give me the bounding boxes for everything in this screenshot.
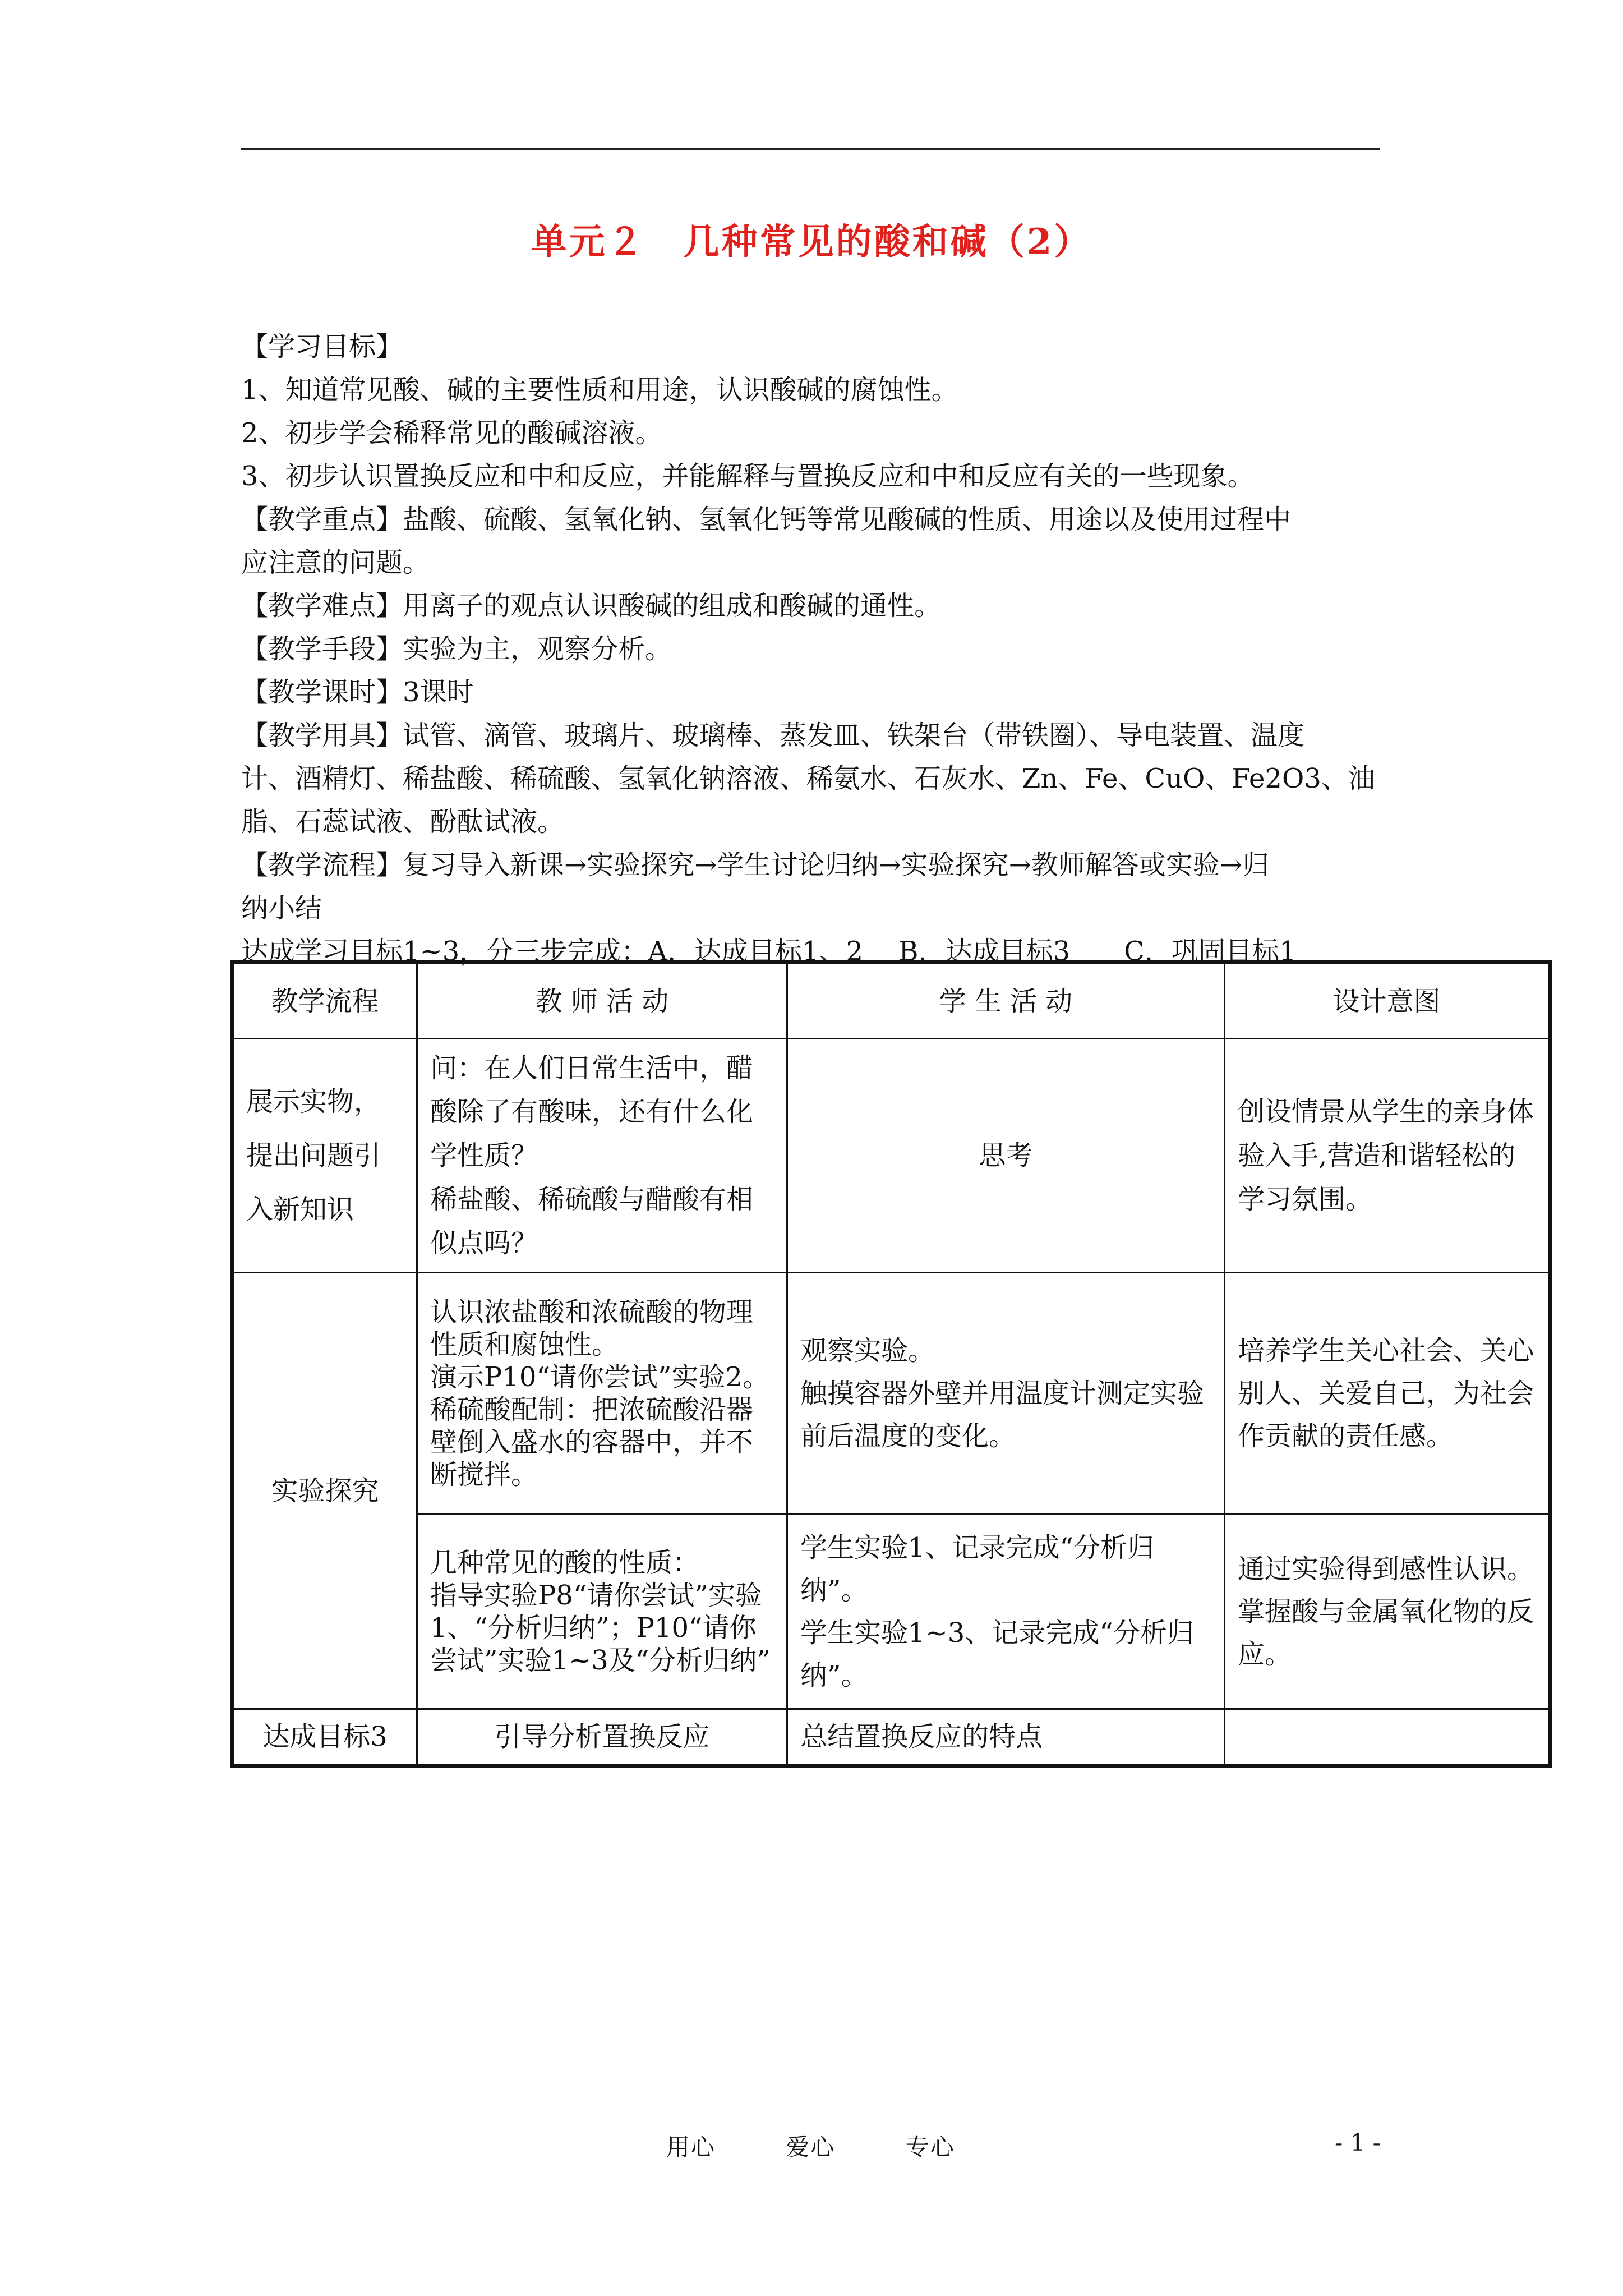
header-intent: 设计意图 (1225, 963, 1550, 1039)
tools-line-2: 计、酒精灯、稀盐酸、稀硫酸、氢氧化钠溶液、稀氨水、石灰水、Zn、Fe、CuO、Fe2O3、油 (241, 763, 1375, 794)
row3-teacher: 几种常见的酸的性质： 指导实验P8“请你尝试”实验1、“分析归纳”；P10“请你尝试”实验1~3及“分析归纳” (417, 1514, 787, 1709)
process-line-2: 纳小结 (241, 892, 322, 924)
row4-intent (1225, 1709, 1550, 1766)
row2-flow: 实验探究 (232, 1273, 417, 1709)
table-row (232, 1273, 1550, 1514)
page-title: 单元２ 几种常见的酸和碱（2） (531, 221, 1092, 263)
row4-flow: 达成目标3 (232, 1709, 417, 1766)
body-text (241, 325, 1385, 973)
header-rule (241, 148, 1380, 150)
tools-line: 【教学用具】试管、滴管、玻璃片、玻璃棒、蒸发皿、铁架台（带铁圈）、导电装置、温度 (241, 720, 1305, 751)
header-teacher: 教 师 活 动 (417, 963, 787, 1039)
key-points-line: 【教学重点】盐酸、硫酸、氢氧化钠、氢氧化钙等常见酸碱的性质、用途以及使用过程中 (241, 504, 1292, 535)
page-number: - 1 - (1335, 2129, 1381, 2156)
section-heading-goals: 【学习目标】 (241, 331, 403, 362)
methods-line: 【教学手段】实验为主，观察分析。 (241, 633, 672, 665)
difficulties-line: 【教学难点】用离子的观点认识酸碱的组成和酸碱的通性。 (241, 590, 942, 622)
goal-1: 1、知道常见酸、碱的主要性质和用途，认识酸碱的腐蚀性。 (241, 374, 958, 406)
goal-2: 2、初步学会稀释常见的酸碱溶液。 (241, 417, 662, 449)
row1-teacher: 问：在人们日常生活中，醋酸除了有酸味，还有什么化学性质？ 稀盐酸、稀硫酸与醋酸有相似点吗？ (417, 1039, 787, 1273)
table-header-row (232, 963, 1550, 1039)
tools-line-3: 脂、石蕊试液、酚酞试液。 (241, 806, 565, 838)
row1-student: 思考 (787, 1039, 1225, 1273)
row2-student: 观察实验。 触摸容器外壁并用温度计测定实验前后温度的变化。 (787, 1273, 1225, 1514)
header-flow: 教学流程 (232, 963, 417, 1039)
goal-3: 3、初步认识置换反应和中和反应，并能解释与置换反应和中和反应有关的一些现象。 (241, 461, 1255, 492)
table-row (232, 1514, 1550, 1709)
hours-line: 【教学课时】3课时 (241, 677, 474, 708)
process-line: 【教学流程】复习导入新课→实验探究→学生讨论归纳→实验探究→教师解答或实验→归 (241, 849, 1270, 881)
footer-motto (666, 2129, 1017, 2162)
table-row (232, 1709, 1550, 1766)
table-row (232, 1039, 1550, 1273)
row1-intent: 创设情景从学生的亲身体验入手,营造和谐轻松的学习氛围。 (1225, 1039, 1550, 1273)
row1-flow: 展示实物，提出问题引入新知识 (232, 1039, 417, 1273)
row3-student: 学生实验1、记录完成“分析归纳”。 学生实验1~3、记录完成“分析归纳”。 (787, 1514, 1225, 1709)
footer-word: 爱心 (786, 2133, 836, 2161)
lesson-table-wrap (230, 960, 1549, 1768)
row4-teacher: 引导分析置换反应 (417, 1709, 787, 1766)
lesson-table (230, 960, 1552, 1768)
header-student: 学 生 活 动 (787, 963, 1225, 1039)
footer-word: 用心 (666, 2133, 716, 2161)
objective-steps-line: 达成学习目标1~3，分三步完成：A．达成目标1、2 B．达成目标3 C．巩固目标1 (241, 936, 1297, 967)
key-points-line-2: 应注意的问题。 (241, 547, 430, 578)
row2-teacher: 认识浓盐酸和浓硫酸的物理性质和腐蚀性。 演示P10“请你尝试”实验2。 稀硫酸配制：把浓硫酸沿器壁倒入盛水的容器中，并不断搅拌。 (417, 1273, 787, 1514)
row3-intent: 通过实验得到感性认识。掌握酸与金属氧化物的反应。 (1225, 1514, 1550, 1709)
footer-word: 专心 (905, 2133, 955, 2161)
row2-intent: 培养学生关心社会、关心别人、关爱自己，为社会作贡献的责任感。 (1225, 1273, 1550, 1514)
row4-student: 总结置换反应的特点 (787, 1709, 1225, 1766)
